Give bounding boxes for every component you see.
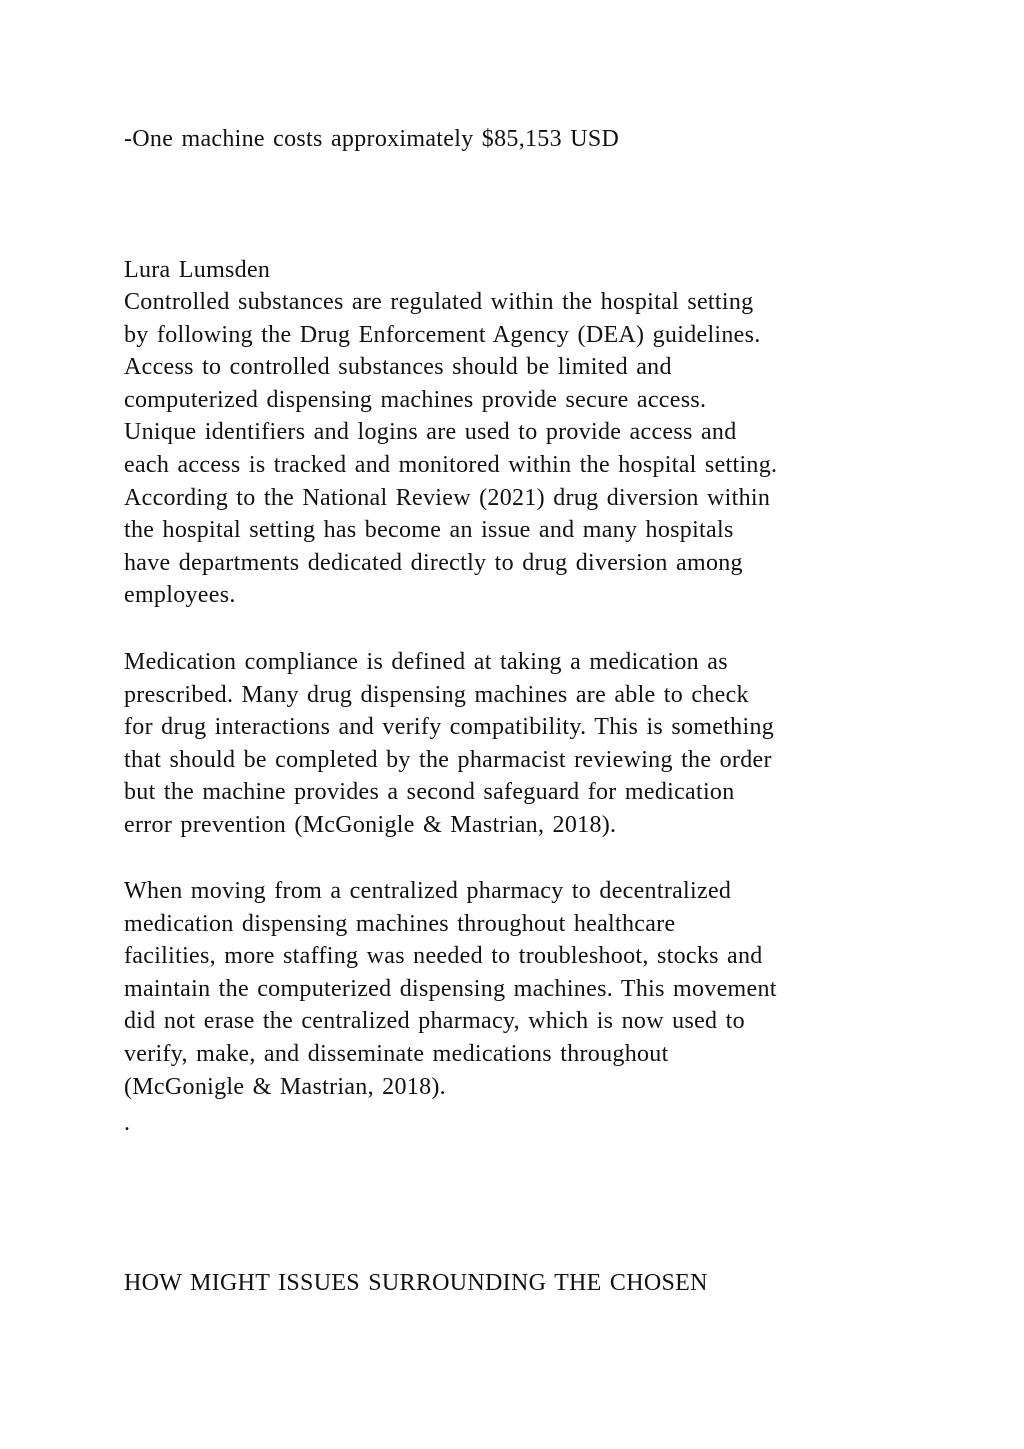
section-heading: HOW MIGHT ISSUES SURROUNDING THE CHOSEN [124,1270,708,1296]
paragraph-line: maintain the computerized dispensing machines. This movement [124,975,777,1002]
paragraph-line: the hospital setting has become an issue and many hospitals [124,517,734,544]
paragraph-line: for drug interactions and verify compatibility. This is something [124,714,775,741]
author-name: Lura Lumsden [124,257,271,283]
paragraph-line: verify, make, and disseminate medications throughout [124,1040,669,1067]
paragraph-line: medication dispensing machines throughout healthcare [124,910,676,937]
paragraph-line: facilities, more staffing was needed to troubleshoot, stocks and [124,943,763,970]
cost-line: -One machine costs approximately $85,153 USD [124,126,620,152]
paragraph-line: When moving from a centralized pharmacy to decentralized [124,878,732,904]
paragraph-line: Unique identifiers and logins are used to provide access and [124,419,737,446]
paragraph-line: computerized dispensing machines provide secure access. [124,386,707,413]
paragraph-line: each access is tracked and monitored within the hospital setting. [124,451,778,478]
paragraph-line: did not erase the centralized pharmacy, which is now used to [124,1008,745,1035]
paragraph-line: by following the Drug Enforcement Agency (DEA) guidelines. [124,321,761,348]
paragraph-decentralized-pharmacy [124,875,777,1103]
paragraph-line: (McGonigle & Mastrian, 2018). [124,1073,446,1100]
paragraph-line: prescribed. Many drug dispensing machines are able to check [124,681,749,708]
stray-period: . [124,1110,131,1136]
paragraph-line: Controlled substances are regulated within the hospital setting [124,289,754,315]
paragraph-line: Medication compliance is defined at taking a medication as [124,649,728,675]
paragraph-line: but the machine provides a second safeguard for medication [124,779,735,806]
paragraph-line: According to the National Review (2021) drug diversion within [124,484,771,511]
paragraph-medication-compliance [124,646,774,842]
paragraph-line: error prevention (McGonigle & Mastrian, 2018). [124,811,617,838]
paragraph-controlled-substances [124,286,777,612]
paragraph-line: have departments dedicated directly to drug diversion among [124,549,743,576]
paragraph-line: that should be completed by the pharmacist reviewing the order [124,746,772,773]
paragraph-line: employees. [124,582,236,609]
paragraph-line: Access to controlled substances should be limited and [124,354,672,381]
